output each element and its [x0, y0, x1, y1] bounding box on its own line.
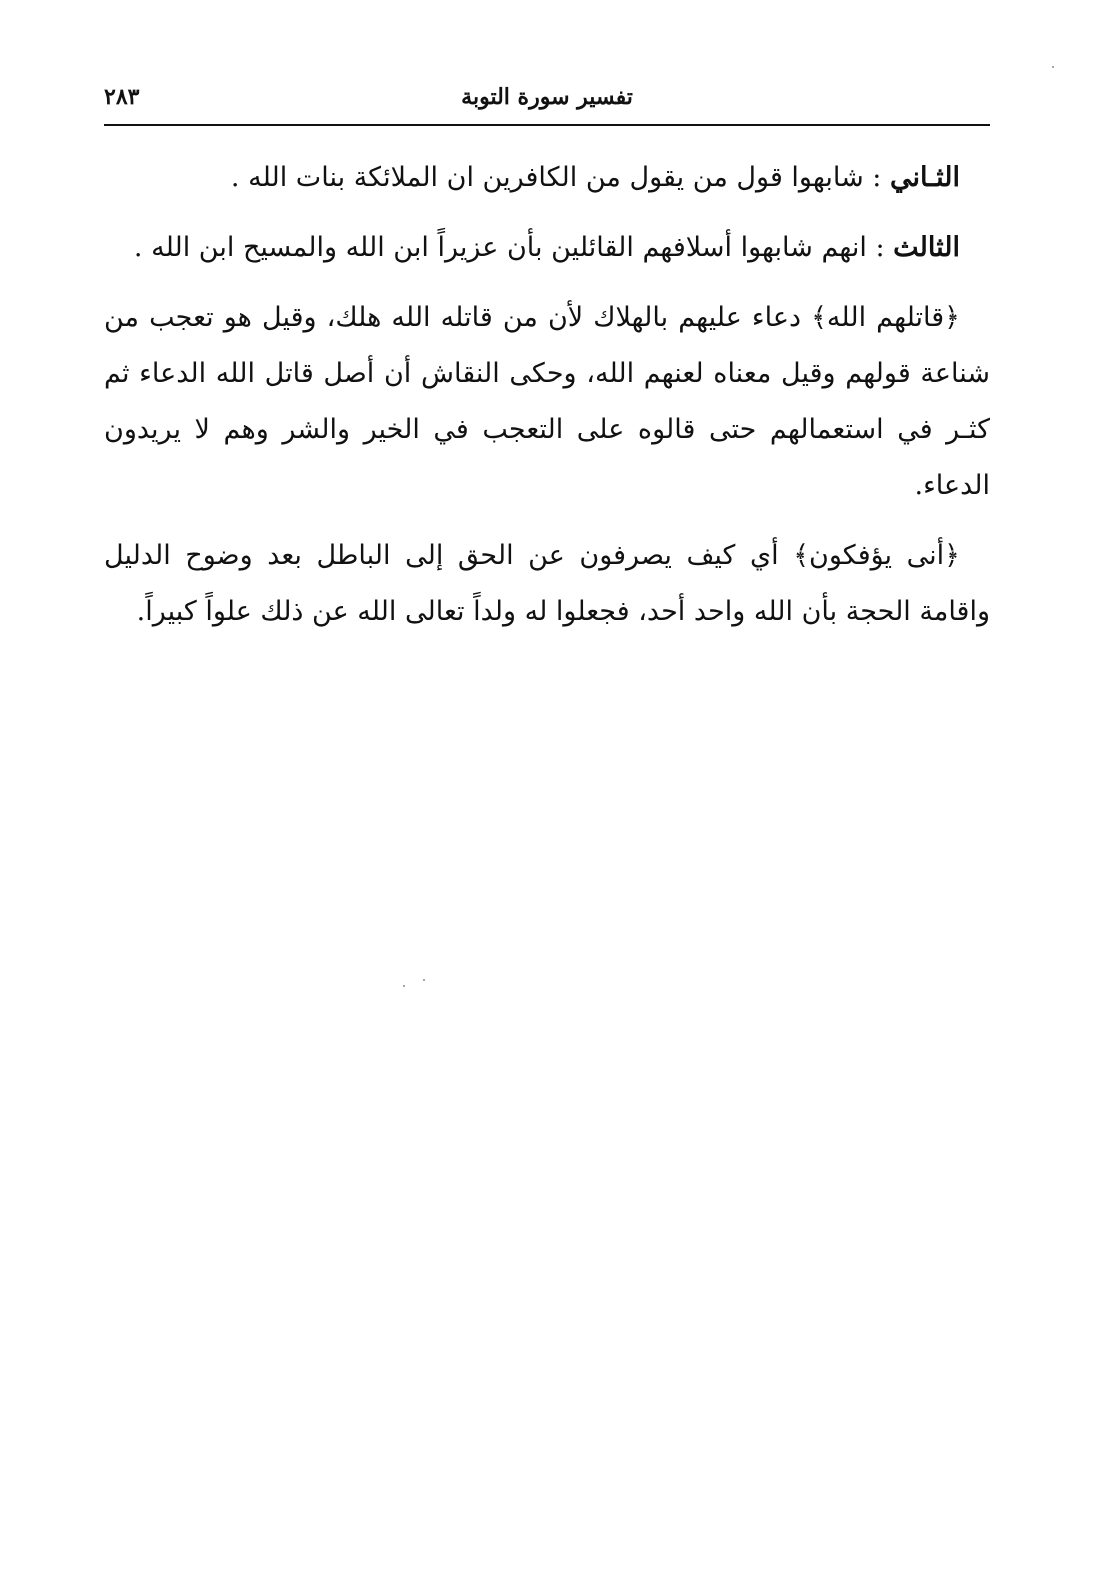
paragraph-label: الثالث: [893, 232, 960, 263]
paragraph-third: [104, 220, 990, 276]
quranic-quote: ﴿قاتلهم الله﴾: [811, 302, 961, 333]
paragraph-text: : انهم شابهوا أسلافهم القائلين بأن عزيراً ابن الله والمسيح ابن الله .: [133, 232, 885, 263]
paragraph-second: [104, 150, 990, 206]
running-header: [104, 80, 990, 126]
paragraph-text: : شابهوا قول من يقول من الكافرين ان الملائكة بنات الله .: [230, 162, 882, 193]
scan-speck: [423, 979, 425, 981]
page-number: ٢٨٣: [104, 84, 140, 110]
paragraph-text: أي كيف يصرفون عن الحق إلى الباطل بعد وضوح الدليل واقامة الحجة بأن الله واحد أحد، فجعلوا له ولداً تعالى الله عن ذلك علواً كبيراً.: [104, 540, 990, 627]
paragraph-annayufakun: [104, 528, 990, 640]
paragraph-text: دعاء عليهم بالهلاك لأن من قاتله الله هلك، وقيل هو تعجب من شناعة قولهم وقيل معناه لعنهم الله، وحكى النقاش أن أصل قاتل الله الدعاء ثم كثـر في استعمالهم حتى قالوه على التعجب في الخير والشر وهم لا يريدون الدعاء.: [104, 302, 990, 501]
quranic-quote: ﴿أنى يؤفكون﴾: [793, 540, 960, 571]
paragraph-label: الثـاني: [889, 162, 960, 193]
scan-speck: [1052, 66, 1054, 68]
header-title: تفسير سورة التوبة: [461, 84, 633, 110]
body-text: [104, 150, 990, 654]
scan-speck: [403, 985, 405, 987]
paragraph-qatalahum: [104, 290, 990, 514]
